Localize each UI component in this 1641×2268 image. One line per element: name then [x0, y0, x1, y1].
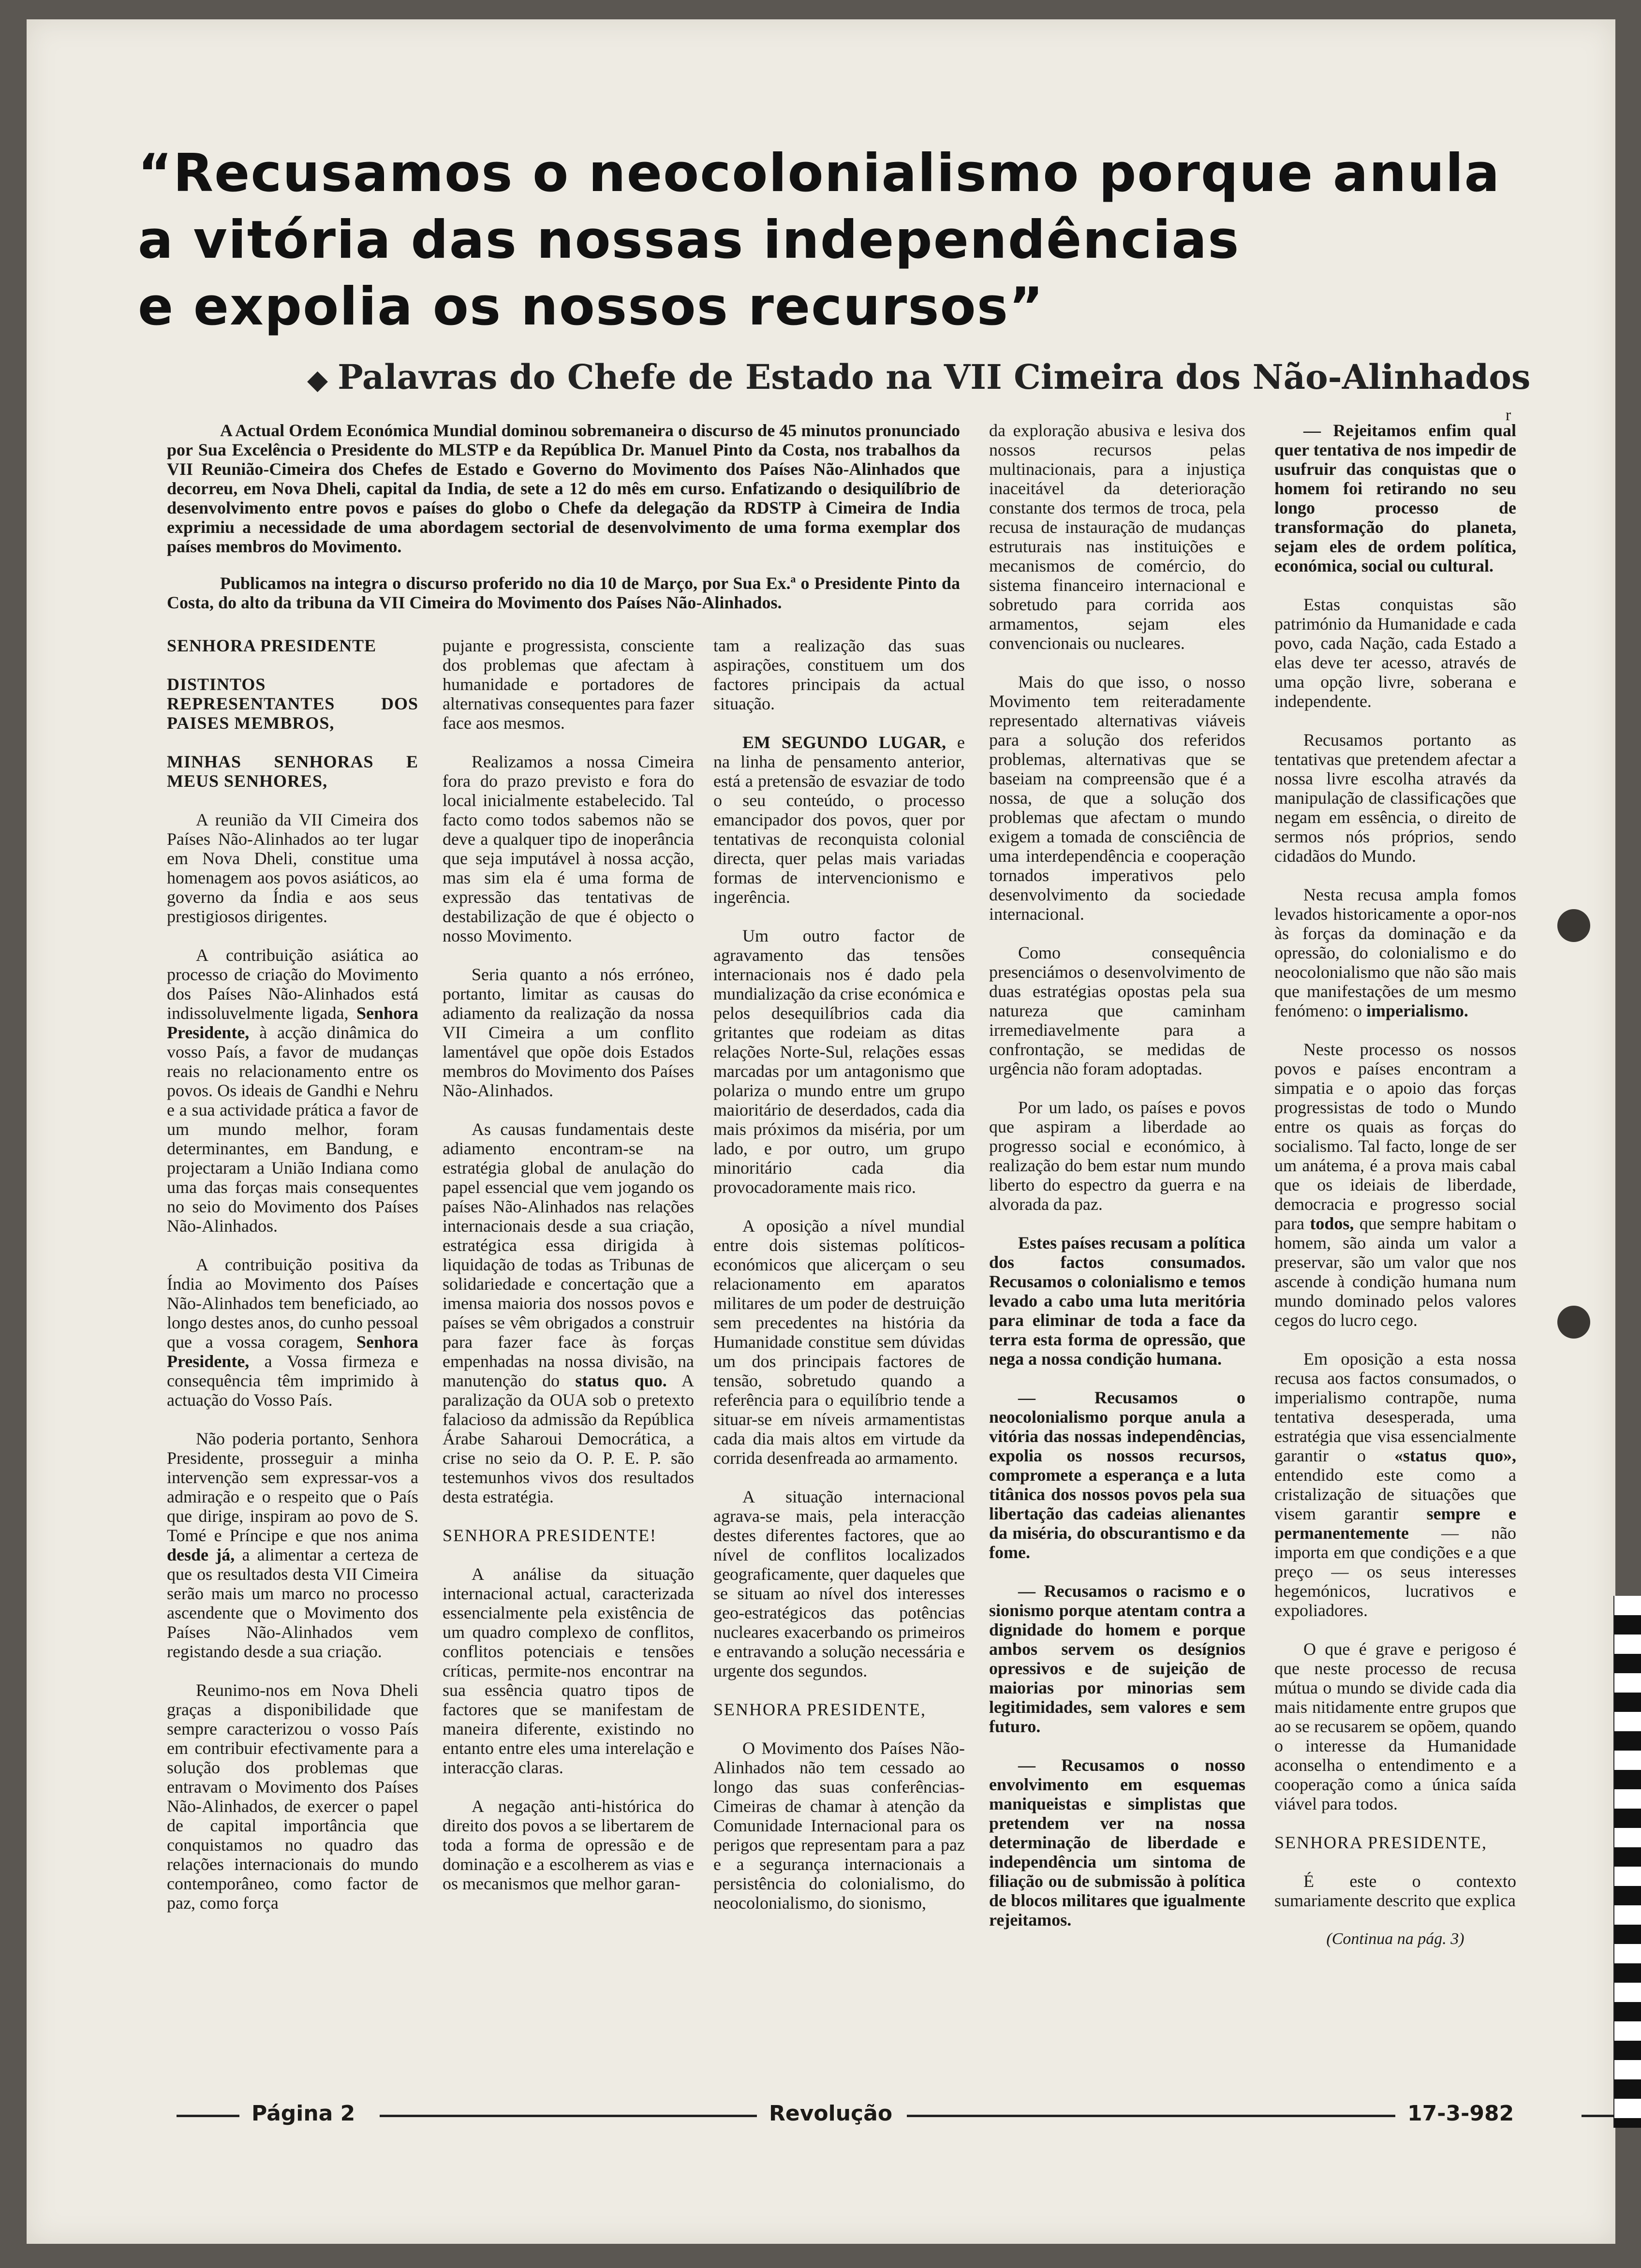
headline-line-2: a vitória das nossas independências: [138, 210, 1240, 270]
binder-hole: [1557, 1306, 1590, 1339]
bold-text: desde já,: [167, 1545, 235, 1564]
stray-mark: r: [1506, 406, 1511, 424]
text: à acção dinâmica do vosso País, a favor de mudanças reais no relacionamento entre os povos. Os ideais de Gandhi e Nehru e a sua actividade prática a favor de um mundo melhor, foram determinantes, em Bandung, e projectaram a União Indiana como uma das forças mais consequentes no seio do Movimento dos Países Não-Alinhados.: [167, 1023, 418, 1236]
text: que sempre habitam o homem, são ainda um valor a preservar, são um valor que nos ascende à condição humana num mundo dominado pelos valores cegos do lucro cego.: [1274, 1214, 1516, 1330]
bold-text: Senhora Presidente,: [167, 1332, 419, 1371]
intro-lead: [167, 421, 960, 630]
newspaper-page: [27, 19, 1615, 2244]
bold-text: status quo.: [575, 1371, 667, 1390]
text: — não importa em que condições e a que preço — os seus interesses hegemónicos, lucrativos e expoliadores.: [1274, 1523, 1516, 1620]
text: Em oposição a esta nossa recusa aos factos consumados, o imperialismo contrapõe, numa tentativa desesperada, uma estratégia que visa essencialmente garantir o: [1274, 1349, 1516, 1465]
text: Nesta recusa ampla fomos levados historicamente a opor-nos às forças da dominação e da opressão, do colonialismo e do neocolonialismo que não são mais que manifestações de um mesmo fenómeno: o: [1274, 885, 1516, 1020]
headline: [138, 140, 1521, 340]
paragraph: [443, 1119, 694, 1506]
paragraph: Realizamos a nossa Cimeira fora do prazo previsto e fora do local inicialmente estabelecido. Tal facto como todos sabemos não se deve a qualquer tipo de inoperância que seja imputável à nossa acção, mas sim ela é uma forma de expressão das tentativas de destabilização de que é objecto o nosso Movimento.: [443, 752, 694, 945]
paragraph: [167, 945, 418, 1236]
page-number: Página 2: [251, 2101, 355, 2126]
text: A contribuição positiva da Índia ao Movimento dos Países Não-Alinhados tem beneficiado, ao longo destes anos, do cunho pessoal que a vossa coragem,: [167, 1255, 418, 1352]
paragraph: [1274, 1349, 1516, 1620]
paragraph: da exploração abusiva e lesiva dos nossos recursos pelas multinacionais, para a injustiça inaceitável da deterioração constante dos termos de troca, pela recusa de instauração de mudanças estruturais nas instituições e mecanismos de comércio, do sistema financeiro internacional e sobretudo para corrida aos armamentos, sejam eles convencionais ou nucleares.: [989, 421, 1245, 653]
article-column-4: [989, 421, 1245, 1949]
paragraph: Mais do que isso, o nosso Movimento tem reiteradamente representado alternativas viáveis para a solução dos referidos problemas, alternativas que se baseiam na compreensão que é a nossa, de que a solução dos problemas que afectam o mundo exigem a tomada de consciência de uma interdependência e cooperação tornados imperativos pelo desenvolvimento da sociedade internacional.: [989, 672, 1245, 924]
text: a Vossa firmeza e consequência têm imprimido à actuação do Vosso País.: [167, 1352, 418, 1410]
paragraph: Estas conquistas são património da Humanidade e cada povo, cada Nação, cada Estado a elas deve ter acesso, através de uma opção livre, soberana e independente.: [1274, 595, 1516, 711]
paragraph: Como consequência presenciámos o desenvolvimento de duas estratégias opostas pela sua natureza que caminham irremediavelmente para a confrontação, se medidas de urgência não foram adoptadas.: [989, 943, 1245, 1078]
paragraph: A reunião da VII Cimeira dos Países Não-Alinhados ao ter lugar em Nova Dheli, constitue uma homenagem aos povos asiáticos, ao governo da Índia e aos seus prestigiosos dirigentes.: [167, 810, 418, 926]
footer-rule: [177, 2115, 239, 2117]
paragraph: pujante e progressista, consciente dos problemas que afectam à humanidade e portadores de alternativas consequentes para fazer face aos mesmos.: [443, 636, 694, 733]
salutation-2: DISTINTOS REPRESENTANTES DOS PAISES MEMBROS,: [167, 675, 418, 733]
paragraph: [713, 733, 965, 907]
paragraph: A situação internacional agrava-se mais, pela interacção destes diferentes factores, que ao nível de conflitos localizados geograficamente, quer daqueles que se situam ao nível dos interesses geo-estratégicos das potências nucleares exacerbando os primeiros e entravando a solução necessária e urgente dos segundos.: [713, 1487, 965, 1680]
paragraph: — Recusamos o neocolonialismo porque anula a vitória das nossas independências, expolia os nossos recursos, compromete a esperança e a luta titânica dos nossos povos pela sua libertação das cadeias alienantes da miséria, do obscurantismo e da fome.: [989, 1388, 1245, 1562]
paragraph: Estes países recusam a política dos factos consumados. Recusamos o colonialismo e temos levado a cabo uma luta meritória para eliminar de toda a face da terra esta forma de opressão, que nega a nossa condição humana.: [989, 1233, 1245, 1369]
scale-ruler: [1613, 1596, 1641, 2128]
paragraph: A negação anti-histórica do direito dos povos a se libertarem de toda a forma de opressão e de dominação e a escolherem as vias e os mecanismos que melhor garan-: [443, 1797, 694, 1893]
issue-date: 17-3-982: [1407, 2101, 1514, 2126]
section-heading: SENHORA PRESIDENTE!: [443, 1526, 657, 1545]
paragraph: A análise da situação internacional actual, caracterizada essencialmente pela existência de um quadro complexo de conflitos, conflitos potenciais e tensões críticas, permite-nos encontrar na sua essência quatro tipos de factores que se manifestam de maneira diferente, existindo no entanto entre eles uma interelação e interacção claras.: [443, 1564, 694, 1777]
paragraph: O que é grave e perigoso é que neste processo de recusa mútua o mundo se divide cada dia mais nitidamente entre grupos que ao se recusarem se opõem, quando o interesse da Humanidade aconselha o entendimento e a cooperação como a única saída viável para todos.: [1274, 1639, 1516, 1813]
text: A paralização da OUA sob o pretexto falacioso da admissão da República Árabe Saharoui Democrática, a crise no seio da O. P. E. P. são testemunhos vivos dos resultados desta estratégia.: [443, 1371, 694, 1506]
paragraph: — Recusamos o nosso envolvimento em esquemas maniqueistas e simplistas que pretendem ver na nossa determinação de liberdade e independência um sintoma de filiação ou de submissão à política de blocos militares que igualmente rejeitamos.: [989, 1755, 1245, 1929]
text: Não poderia portanto, Senhora Presidente, prosseguir a minha intervenção sem expressar-vos a admiração e o respeito que o País que dirige, inspiram ao povo de S. Tomé e Príncipe e que nos anima: [167, 1429, 418, 1545]
paragraph: Recusamos portanto as tentativas que pretendem afectar a nossa livre escolha através da manipulação de classificações que negam em essência, o direito de sermos nós próprios, sendo cidadãos do Mundo.: [1274, 730, 1516, 866]
text: A contribuição asiática ao processo de criação do Movimento dos Países Não-Alinhados está indissoluvelmente ligada,: [167, 945, 418, 1023]
paragraph: [1274, 885, 1516, 1020]
paragraph: Por um lado, os países e povos que aspiram a liberdade ao progresso social e económico, à realização do bem estar num mundo liberto do espectro da guerra e na alvorada da paz.: [989, 1098, 1245, 1214]
paragraph: Um outro factor de agravamento das tensões internacionais nos é dado pela mundialização da crise económica e pelos desequilíbrios cada dia gritantes que rodeiam as ditas relações Norte-Sul, relações essas marcadas por um antagonismo que polariza o mundo entre um grupo maioritário de deserdados, cada dia mais próximos da miséria, por um lado, e por outro, um grupo minoritário cada dia provocadoramente mais rico.: [713, 926, 965, 1197]
page-footer: [177, 2101, 1514, 2130]
diamond-icon: ◆: [307, 364, 328, 396]
bold-text: todos,: [1310, 1214, 1354, 1233]
bold-text: sempre e permanentemente: [1274, 1504, 1516, 1543]
paragraph: [1274, 1040, 1516, 1330]
bold-text: Senhora Presidente,: [167, 1003, 418, 1042]
text: a alimentar a certeza de que os resultados desta VII Cimeira serão mais um marco no processo ascendente que o Movimento dos Países Não-Alinhados vem registando desde a sua criação.: [167, 1545, 419, 1661]
section-heading: SENHORA PRESIDENTE,: [1274, 1833, 1488, 1852]
paragraph: [167, 1429, 418, 1661]
bold-text: EM SEGUNDO LUGAR,: [742, 733, 946, 752]
bold-text: «status quo»,: [1394, 1446, 1516, 1465]
paragraph: tam a realização das suas aspirações, constituem um dos factores principais da actual situação.: [713, 636, 965, 713]
paragraph: É este o contexto sumariamente descrito que explica: [1274, 1871, 1516, 1910]
article-column-5: [1274, 421, 1516, 1968]
intro-paragraph-2: Publicamos na integra o discurso proferido no dia 10 de Março, por Sua Ex.ª o Presidente Pinto da Costa, do alto da tribuna da VII Cimeira do Movimento dos Países Não-Alinhados.: [167, 574, 960, 612]
subheadline: [307, 357, 1531, 399]
headline-line-1: “Recusamos o neocolonialismo porque anula: [138, 143, 1501, 204]
bold-text: imperialismo.: [1366, 1001, 1468, 1020]
footer-rule: [380, 2115, 757, 2117]
text: entendido este como a cristalização de situações que visem garantir: [1274, 1465, 1516, 1523]
binder-hole: [1557, 909, 1590, 942]
paragraph: — Rejeitamos enfim qual quer tentativa de nos impedir de usufruir das conquistas que o homem foi retirando no seu longo processo de transformação do planeta, sejam eles de ordem política, económica, social ou cultural.: [1274, 421, 1516, 575]
article-column-1: [167, 636, 418, 1932]
paragraph: Seria quanto a nós erróneo, portanto, limitar as causas do adiamento da realização da nossa VII Cimeira a um conflito lamentável que opõe dois Estados membros do Movimento dos Países Não-Alinhados.: [443, 965, 694, 1100]
headline-line-3: e expolia os nossos recursos”: [138, 277, 1045, 337]
paragraph: Reunimo-nos em Nova Dheli graças a disponibilidade que sempre caracterizou o vosso País em contribuir efectivamente para a solução dos problemas que entravam o Movimento dos Países Não-Alinhados, de exercer o papel de capital importância que conquistamos no quadro das relações internacionais do mundo contemporâneo, como factor de paz, como força: [167, 1680, 418, 1913]
section-heading: SENHORA PRESIDENTE,: [713, 1700, 927, 1719]
newspaper-name: Revolução: [769, 2101, 893, 2126]
salutation-3: MINHAS SENHORAS E MEUS SENHORES,: [167, 752, 418, 791]
intro-paragraph-1: A Actual Ordem Económica Mundial dominou sobremaneira o discurso de 45 minutos pronunciado por Sua Excelência o Presidente do MLSTP e da República Dr. Manuel Pinto da Costa, nos trabalhos da VII Reunião-Cimeira dos Chefes de Estado e Governo do Movimento dos Países Não-Alinhados que decorreu, em Nova Dheli, capital da India, de sete a 12 do mês em curso. Enfatizando o desiquilíbrio de desenvolvimento entre povos e países do globo o Chefe da delegação da RDSTP à Cimeira de India exprimiu a necessidade de uma abordagem sectorial de desenvolvimento de uma forma exemplar dos países membros do Movimento.: [167, 421, 960, 556]
subheadline-text: Palavras do Chefe de Estado na VII Cimeira dos Não-Alinhados: [338, 357, 1531, 397]
text: Neste processo os nossos povos e países encontram a simpatia e o apoio das forças progressistas de todo o Mundo entre os quais as forças do socialismo. Tal facto, longe de ser um anátema, é a prova mais cabal que os ideiais de liberdade, democracia e progresso social para: [1274, 1040, 1516, 1233]
continued-note: (Continua na pág. 3): [1326, 1930, 1464, 1948]
paragraph: — Recusamos o racismo e o sionismo porque atentam contra a dignidade do homem e porque ambos servem os desígnios opressivos e de sujeição de maiorias por minorias sem legitimidades, sem valores e sem futuro.: [989, 1581, 1245, 1736]
text: e na linha de pensamento anterior, está a pretensão de esvaziar de todo o seu conteúdo, o processo emancipador dos povos, quer por tentativas de reconquista colonial directa, quer pelas mais variadas formas de intervencionismo e ingerência.: [713, 733, 965, 907]
paragraph: A oposição a nível mundial entre dois sistemas políticos-económicos que alicerçam o seu relacionamento em aparatos militares de um poder de destruição sem precedentes na história da Humanidade constitue sem dúvidas um dos principais factores de tensão, sobretudo quando a referência para o equilíbrio tende a situar-se em níveis armamentistas cada dia mais altos em virtude da corrida desenfreada ao armamento.: [713, 1216, 965, 1468]
paragraph: [167, 1255, 418, 1410]
text: As causas fundamentais deste adiamento encontram-se na estratégia global de anulação do papel essencial que vem jogando os países Não-Alinhados nas relações internacionais desde a sua criação, estratégica essa dirigida à liquidação de todas as Tribunas de solidariedade e concertação que a imensa maioria dos nossos povos e países se vêm obrigados a construir para fazer face às forças empenhadas na nossa divisão, na manutenção do: [443, 1119, 694, 1390]
paragraph: O Movimento dos Países Não-Alinhados não tem cessado ao longo das suas conferências-Cimeiras de chamar à atenção da Comunidade Internacional para os perigos que representam para a paz e a segurança internacionais a persistência do colonialismo, do neocolonialismo, do sionismo,: [713, 1738, 965, 1913]
article-column-3: [713, 636, 965, 1932]
footer-rule: [907, 2115, 1395, 2117]
salutation-1: SENHORA PRESIDENTE: [167, 636, 377, 655]
article-column-2: [443, 636, 694, 1913]
